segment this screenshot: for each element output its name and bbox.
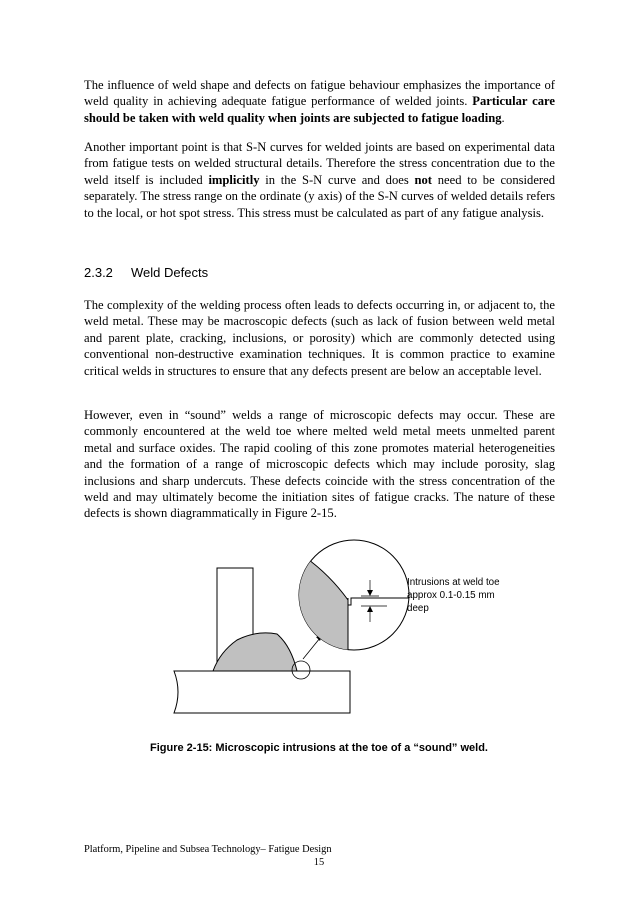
base-plate <box>174 671 350 713</box>
paragraph-text: need to be considered separately. The stress range on the ordinate (y axis) of the S-N curves of welded details refers to the local, or hot spot stress. This stress must be calculated as part of any fatigue analysis. <box>84 172 555 220</box>
paragraph-text: in the S-N curve and does <box>259 172 415 187</box>
paragraph-welding-complexity: The complexity of the welding process often leads to defects occurring in, or adjacent to, the weld metal. These may be macroscopic defects (such as lack of fusion between weld metal and parent plate, cracking, inclusions, or porosity) which are commonly detected using conventional non-destructive examination techniques. It is common practice to examine critical welds in structures to ensure that any defects present are below an acceptable level. <box>84 298 555 378</box>
paragraph-weld-quality <box>84 77 555 126</box>
figure-caption: Figure 2-15: Microscopic intrusions at the toe of a “sound” weld. <box>150 742 488 754</box>
paragraph-microscopic-defects: However, even in “sound” welds a range of microscopic defects may occur. These are commonly encountered at the weld toe where melted weld metal meets unmelted parent metal and surface oxides. The rapid cooling of this zone promotes material heterogeneities and the formation of a range of microscopic defects which may include porosity, slag inclusions and sharp undercuts. These defects coincide with the stress concentration of the weld and may ultimately become the initiation sites of fatigue cracks. The nature of these defects is shown diagrammatically in Figure 2-15. <box>84 408 555 521</box>
weld-toe-figure <box>165 540 500 725</box>
weld-bead <box>213 633 297 671</box>
section-number: 2.3.2 <box>84 265 113 280</box>
figure-label-line: deep <box>407 603 429 614</box>
figure-label-line: Intrusions at weld toe <box>407 577 500 588</box>
page-number: 15 <box>313 857 325 868</box>
paragraph-sn-curves <box>84 139 555 221</box>
paragraph-text: The influence of weld shape and defects on fatigue behaviour emphasizes the importance of weld quality in achieving adequate fatigue performance of welded joints. <box>84 78 555 109</box>
footer-title: Platform, Pipeline and Subsea Technology– Fatigue Design <box>84 844 332 855</box>
emphasis-text: not <box>414 172 432 187</box>
figure-label-line: approx 0.1-0.15 mm <box>407 590 495 601</box>
emphasis-text: implicitly <box>208 172 260 187</box>
paragraph-text: Another important point is that S-N curves for welded joints are based on experimental data from fatigue tests on welded structural details. Therefore the stress concentration due to the weld itself is included <box>84 140 555 187</box>
emphasis-text: Particular care should be taken with weld quality when joints are subjected to fatigue loading <box>84 94 555 125</box>
paragraph-text: . <box>501 110 505 125</box>
section-heading <box>84 265 208 280</box>
detail-arrow <box>303 638 320 659</box>
section-title: Weld Defects <box>131 265 209 280</box>
